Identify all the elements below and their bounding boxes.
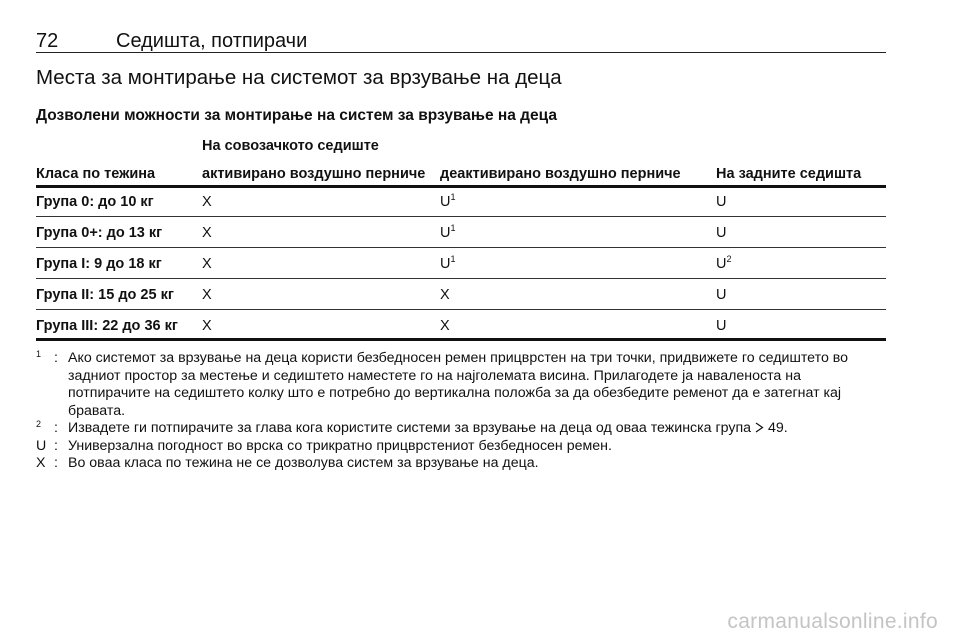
row-airbag-deactivated-value: $U^1$ bbox=[440, 223, 456, 241]
col-header-weight-class: Класа по тежина bbox=[36, 166, 156, 182]
col-header-airbag-active: активирано воздушно перниче bbox=[202, 166, 426, 182]
passenger-seat-group-header: На совозачкото седиште bbox=[202, 138, 379, 154]
footnote-ref: 2 bbox=[726, 254, 732, 264]
row-airbag-active-value: X bbox=[202, 287, 212, 303]
chapter-title: Седишта, потпирачи bbox=[116, 30, 308, 52]
page-reference-arrow-icon[interactable] bbox=[755, 420, 764, 436]
footnote bbox=[36, 455, 886, 473]
row-divider bbox=[36, 278, 886, 279]
row-weight-class: Група II: 15 до 25 кг bbox=[36, 287, 174, 303]
row-airbag-deactivated-value: X bbox=[440, 318, 450, 334]
footnote: $^2$ : Извадете ги потпирачите за глава кога користите системи за врзување на деца од оваа тежинска група 49. bbox=[36, 419, 788, 436]
col-header-rear-seats: На задните седишта bbox=[716, 166, 862, 182]
row-divider bbox=[36, 309, 886, 310]
col-header-airbag-deactivated: деактивирано воздушно перниче bbox=[440, 166, 681, 182]
footnote-separator: : bbox=[54, 455, 58, 471]
table-title: Дозволени можности за монтирање на систем за врзување на деца bbox=[36, 107, 557, 124]
section-title: Места за монтирање на системот за врзување на деца bbox=[36, 66, 562, 89]
row-rear-seats-value: U bbox=[716, 194, 727, 210]
row-rear-seats-value: $U^2$ bbox=[716, 254, 732, 272]
footnote-text: Во оваа класа по тежина не се дозволува систем за врзување на деца. bbox=[68, 455, 539, 471]
row-rear-seats-value: U bbox=[716, 287, 727, 303]
row-divider bbox=[36, 216, 886, 217]
row-weight-class: Група 0+: до 13 кг bbox=[36, 225, 163, 241]
footnote-marker: X bbox=[36, 455, 46, 471]
row-weight-class: Група 0: до 10 кг bbox=[36, 194, 154, 210]
footnote-ref: 1 bbox=[450, 254, 456, 264]
row-airbag-deactivated-value: $U^1$ bbox=[440, 254, 456, 272]
row-airbag-active-value: X bbox=[202, 318, 212, 334]
row-airbag-deactivated-value: $U^1$ bbox=[440, 192, 456, 210]
table-header-rule bbox=[36, 185, 886, 188]
row-airbag-active-value: X bbox=[202, 194, 212, 210]
row-weight-class: Група I: 9 до 18 кг bbox=[36, 256, 162, 272]
row-rear-seats-value: U bbox=[716, 225, 727, 241]
footnotes bbox=[36, 350, 886, 473]
row-airbag-deactivated-value: X bbox=[440, 287, 450, 303]
table-bottom-rule bbox=[36, 338, 886, 341]
footnote-text: Универзална погодност во врска со трикратно прицврстениот безбедносен ремен. bbox=[68, 437, 612, 454]
footnote-separator: : bbox=[54, 350, 58, 366]
row-airbag-active-value: X bbox=[202, 256, 212, 272]
footnote bbox=[36, 350, 886, 420]
row-rear-seats-value: U bbox=[716, 318, 727, 334]
footnote bbox=[36, 438, 886, 456]
footnote-marker: 2 bbox=[36, 419, 42, 429]
footnote-text: Извадете ги потпирачите за глава кога користите системи за врзување на деца од оваа тежинска група bbox=[68, 420, 752, 436]
row-weight-class: Група III: 22 до 36 кг bbox=[36, 318, 178, 334]
page-header bbox=[36, 30, 886, 53]
footnote-marker: 1 bbox=[36, 349, 42, 359]
footnote-separator: : bbox=[54, 437, 58, 454]
row-airbag-active-value: X bbox=[202, 225, 212, 241]
footnote-ref: 1 bbox=[450, 223, 456, 233]
footnote-text: Ако системот за врзување на деца користи безбедносен ремен прицврстен на три точки, придвижете го седиштето во задниот простор за местење и седиштето наместете го на најголемата висина. Прилагодете ја наваленоста на потпирачите на седиштето колку што е потребно до вертикална положба за да обезбедите ременот да е затегнат кај бравата. bbox=[68, 350, 849, 419]
row-divider bbox=[36, 247, 886, 248]
page-number: 72 bbox=[36, 30, 59, 52]
footnote-separator: : bbox=[54, 420, 58, 436]
page-reference-link[interactable]: 49 bbox=[764, 420, 784, 436]
footnote-ref: 1 bbox=[450, 192, 456, 202]
footnote-marker: U bbox=[36, 437, 47, 454]
watermark: carmanualsonline.info bbox=[727, 610, 938, 633]
